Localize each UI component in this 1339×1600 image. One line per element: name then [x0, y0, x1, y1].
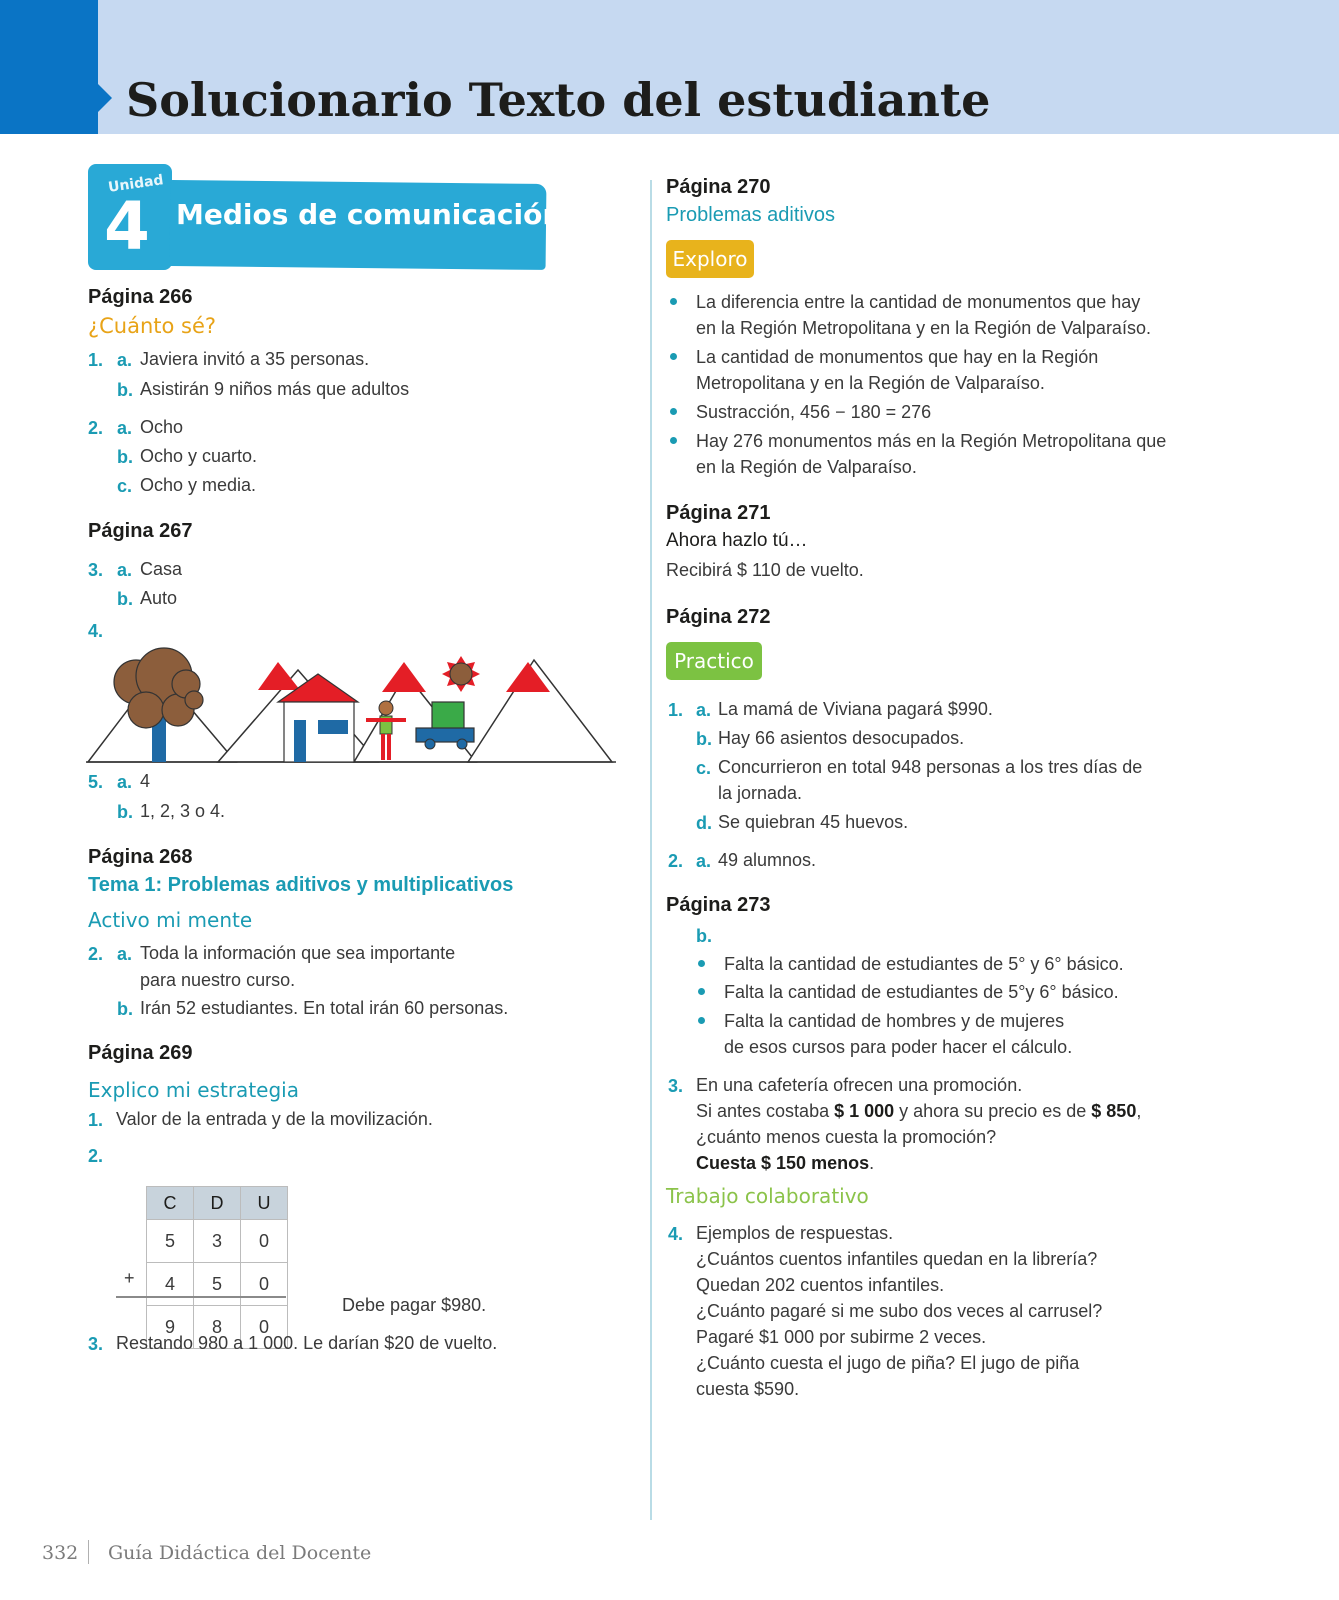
- footer-title: Guía Didáctica del Docente: [108, 1542, 372, 1564]
- q3b-answer: Auto: [140, 588, 178, 608]
- q273-4-number: 4.: [668, 1224, 684, 1244]
- sum-line: [116, 1296, 286, 1298]
- q273-3-answer: Cuesta $ 150 menos: [696, 1153, 870, 1173]
- q273-4-line: ¿Cuánto pagaré si me subo dos veces al carrusel?: [696, 1301, 1103, 1321]
- bullet-dot: [670, 298, 677, 305]
- bullet-dot: [670, 353, 677, 360]
- tree-crown-6: [185, 691, 203, 709]
- q273-bullet-2: Falta la cantidad de estudiantes de 5°y 6° básico.: [724, 982, 1119, 1002]
- exploro-bullet-2-line1: La cantidad de monumentos que hay en la Región: [696, 347, 1099, 367]
- table-cell: 3: [194, 1220, 241, 1263]
- q3a-letter: a.: [117, 560, 133, 580]
- q272-2-number: 2.: [668, 851, 684, 871]
- q3b-letter: b.: [117, 589, 133, 609]
- q5b-letter: b.: [117, 802, 133, 822]
- q272-1b-letter: b.: [696, 729, 712, 749]
- q273-4-line: ¿Cuánto cuesta el jugo de piña? El jugo de piña: [696, 1353, 1080, 1373]
- q273-3-answer-period: .: [869, 1153, 875, 1173]
- q273-3-number: 3.: [668, 1076, 684, 1096]
- q268-2-number: 2.: [88, 944, 104, 964]
- activo-mi-mente-heading: Activo mi mente: [88, 908, 253, 932]
- q273-4-line: Pagaré $1 000 por subirme 2 veces.: [696, 1327, 987, 1347]
- bullet-dot: [698, 960, 705, 967]
- problemas-aditivos-heading: Problemas aditivos: [666, 204, 835, 226]
- q273-bullet-1: Falta la cantidad de estudiantes de 5° y 6° básico.: [724, 954, 1124, 974]
- q273-3-price-before: $ 1 000: [834, 1101, 895, 1121]
- q269-3-answer: Restando 980 a 1 000. Le darían $20 de vuelto.: [116, 1333, 498, 1353]
- q272-1a-letter: a.: [696, 700, 712, 720]
- page-272-heading: Página 272: [666, 606, 771, 628]
- q273-3-price-now: $ 850: [1091, 1101, 1137, 1121]
- q272-1-number: 1.: [668, 700, 684, 720]
- q5b-answer: 1, 2, 3 o 4.: [140, 801, 226, 821]
- header-arrow: [96, 82, 112, 114]
- exploro-bullet-1-line1: La diferencia entre la cantidad de monumentos que hay: [696, 292, 1141, 312]
- q273-3-line2-e: ,: [1136, 1101, 1142, 1121]
- car-cabin: [432, 702, 464, 730]
- q2c-letter: c.: [117, 476, 133, 496]
- q3-number: 3.: [88, 560, 104, 580]
- car-wheel-left: [425, 739, 435, 749]
- q268-2a-answer-line1: Toda la información que sea importante: [140, 943, 456, 963]
- q3a-answer: Casa: [140, 559, 183, 579]
- place-value-table: [146, 1186, 288, 1349]
- exploro-bullet-3: Sustracción, 456 − 180 = 276: [696, 402, 932, 422]
- q269-2-note: Debe pagar $980.: [342, 1295, 487, 1315]
- table-cell: 9: [147, 1306, 194, 1349]
- page-title: Solucionario Texto del estudiante: [126, 73, 991, 127]
- page-267-heading: Página 267: [88, 520, 193, 542]
- explico-mi-estrategia-heading: Explico mi estrategia: [88, 1078, 299, 1102]
- q272-2a-letter: a.: [696, 851, 712, 871]
- q273-3-line3: ¿cuánto menos cuesta la promoción?: [696, 1127, 997, 1147]
- q269-3-number: 3.: [88, 1334, 104, 1354]
- unit-title: Medios de comunicación: [176, 198, 563, 231]
- page-269-heading: Página 269: [88, 1042, 193, 1064]
- exploro-bullet-2-line2: Metropolitana y en la Región de Valparaíso.: [696, 373, 1045, 393]
- column-divider: [650, 180, 652, 1520]
- house-door: [294, 720, 306, 762]
- q272-1d-answer: Se quiebran 45 huevos.: [718, 812, 909, 832]
- q272-1c-answer-line1: Concurrieron en total 948 personas a los tres días de: [718, 757, 1143, 777]
- shapes-illustration: [86, 640, 616, 770]
- table-cell: 0: [241, 1263, 288, 1306]
- q1a-answer: Javiera invitó a 35 personas.: [140, 349, 370, 369]
- car-wheel-right: [457, 739, 467, 749]
- bullet-dot: [698, 1017, 705, 1024]
- q5a-letter: a.: [117, 772, 133, 792]
- q269-1-answer: Valor de la entrada y de la movilización.: [116, 1109, 433, 1129]
- sun-icon: [442, 656, 480, 692]
- house-window: [318, 720, 348, 734]
- q273-b-letter: b.: [696, 926, 712, 946]
- plus-sign: +: [124, 1268, 135, 1288]
- page-266-heading: Página 266: [88, 286, 193, 308]
- p271-answer: Recibirá $ 110 de vuelto.: [666, 560, 864, 580]
- q272-1c-letter: c.: [696, 758, 712, 778]
- q273-4-line: ¿Cuántos cuentos infantiles quedan en la librería?: [696, 1249, 1098, 1269]
- person-leg-right: [387, 734, 391, 760]
- peak-center: [382, 662, 426, 692]
- exploro-tag: Exploro: [666, 240, 754, 278]
- q273-3-line4: [696, 1150, 874, 1177]
- q272-1d-letter: d.: [696, 813, 712, 833]
- q1a-letter: a.: [117, 350, 133, 370]
- table-cell: 8: [194, 1306, 241, 1349]
- q273-3-line2-a: Si antes costaba: [696, 1101, 835, 1121]
- q2b-answer: Ocho y cuarto.: [140, 446, 258, 466]
- mountain-right: [468, 660, 612, 762]
- q269-2-number: 2.: [88, 1146, 104, 1166]
- table-cell: 0: [241, 1306, 288, 1349]
- q269-1-number: 1.: [88, 1110, 104, 1130]
- practico-tag: Practico: [666, 642, 762, 680]
- q272-1b-answer: Hay 66 asientos desocupados.: [718, 728, 965, 748]
- q272-1c-answer-line2: la jornada.: [718, 783, 803, 803]
- q273-bullet-3-line1: Falta la cantidad de hombres y de mujeres: [724, 1011, 1065, 1031]
- page-271-heading: Página 271: [666, 502, 771, 524]
- person-leg-left: [381, 734, 385, 760]
- exploro-bullet-4-line2: en la Región de Valparaíso.: [696, 457, 917, 477]
- header-c: C: [147, 1187, 194, 1220]
- q1b-letter: b.: [117, 380, 133, 400]
- q268-2b-letter: b.: [117, 999, 133, 1019]
- exploro-bullet-1-line2: en la Región Metropolitana y en la Región de Valparaíso.: [696, 318, 1151, 338]
- q1b-answer: Asistirán 9 niños más que adultos: [140, 379, 410, 399]
- cuanto-se-heading: ¿Cuánto sé?: [88, 314, 217, 338]
- q268-2a-letter: a.: [117, 944, 133, 964]
- theme-heading: Tema 1: Problemas aditivos y multiplicativos: [88, 874, 514, 896]
- footer-separator: [88, 1540, 89, 1564]
- q273-4-line: Ejemplos de respuestas.: [696, 1223, 894, 1243]
- q273-3-line2: [696, 1098, 1141, 1125]
- unit-number: 4: [104, 188, 150, 265]
- q273-3-line2-c: y ahora su precio es de: [894, 1101, 1092, 1121]
- q268-2b-answer: Irán 52 estudiantes. En total irán 60 personas.: [140, 998, 509, 1018]
- table-cell: 5: [147, 1220, 194, 1263]
- q272-2a-answer: 49 alumnos.: [718, 850, 817, 870]
- q4-number: 4.: [88, 621, 104, 641]
- q2-number: 2.: [88, 418, 104, 438]
- page-268-heading: Página 268: [88, 846, 193, 868]
- q2b-letter: b.: [117, 447, 133, 467]
- q273-4-line: cuesta $590.: [696, 1379, 800, 1399]
- q273-3-line1: En una cafetería ofrecen una promoción.: [696, 1075, 1023, 1095]
- q1-number: 1.: [88, 350, 104, 370]
- q268-2a-answer-line2: para nuestro curso.: [140, 970, 296, 990]
- header-tab: [0, 0, 98, 134]
- q5a-answer: 4: [140, 771, 151, 791]
- exploro-bullet-4-line1: Hay 276 monumentos más en la Región Metropolitana que: [696, 431, 1167, 451]
- q2a-answer: Ocho: [140, 417, 184, 437]
- header-u: U: [241, 1187, 288, 1220]
- page-273-heading: Página 273: [666, 894, 771, 916]
- bullet-dot: [670, 437, 677, 444]
- unit-label: Unidad: [107, 172, 165, 196]
- header-d: D: [194, 1187, 241, 1220]
- q272-1a-answer: La mamá de Viviana pagará $990.: [718, 699, 993, 719]
- q2a-letter: a.: [117, 418, 133, 438]
- trabajo-colaborativo-heading: Trabajo colaborativo: [666, 1184, 869, 1208]
- q2c-answer: Ocho y media.: [140, 475, 257, 495]
- ahora-hazlo-tu: Ahora hazlo tú…: [666, 530, 808, 551]
- person-head: [379, 701, 393, 715]
- bullet-dot: [670, 408, 677, 415]
- bullet-dot: [698, 988, 705, 995]
- page-270-heading: Página 270: [666, 176, 771, 198]
- table-cell: 4: [147, 1263, 194, 1306]
- q5-number: 5.: [88, 772, 104, 792]
- table-cell: 0: [241, 1220, 288, 1263]
- q273-bullet-3-line2: de esos cursos para poder hacer el cálculo.: [724, 1037, 1073, 1057]
- tree-crown-3: [128, 692, 164, 728]
- q273-4-line: Quedan 202 cuentos infantiles.: [696, 1275, 945, 1295]
- footer-page-number: 332: [42, 1542, 79, 1564]
- table-cell: 5: [194, 1263, 241, 1306]
